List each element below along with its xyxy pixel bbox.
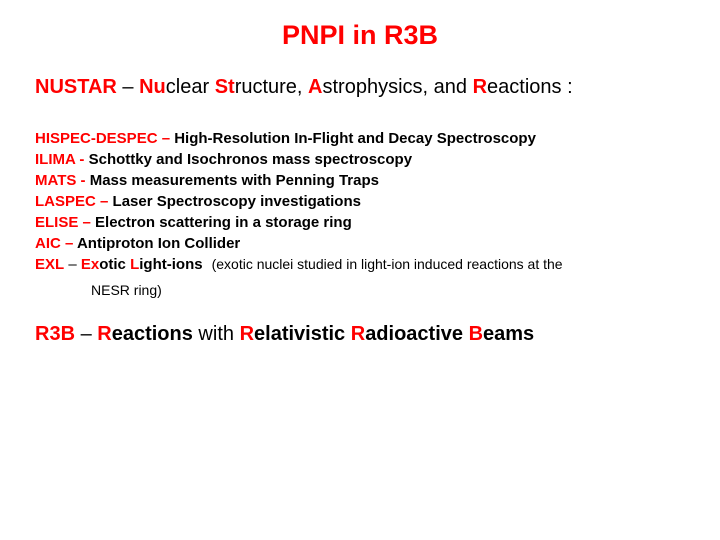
experiment-description: Schottky and Isochronos mass spectroscopy xyxy=(88,151,413,168)
nustar-initial-st: St xyxy=(214,76,235,98)
r3b-word-with: with xyxy=(192,323,240,345)
r3b-dash: – xyxy=(75,323,98,345)
experiment-item-hispec-despec xyxy=(35,128,563,149)
exl-acronym: EXL xyxy=(35,256,65,273)
experiment-description: Electron scattering in a storage ring xyxy=(95,214,352,231)
nustar-acronym: NUSTAR xyxy=(35,76,117,98)
r3b-initial-b-beams: B xyxy=(468,323,484,345)
experiment-name: MATS - xyxy=(35,172,90,189)
exl-initial-ex: Ex xyxy=(80,256,100,273)
exl-initial-l: L xyxy=(130,256,140,273)
nustar-word-astrophysics: strophysics, and xyxy=(322,76,473,98)
nustar-initial-r: R xyxy=(472,76,488,98)
experiment-name: LASPEC – xyxy=(35,193,113,210)
nustar-word-structure: ructure, xyxy=(234,76,309,98)
r3b-acronym: R3B xyxy=(35,323,76,345)
experiment-list xyxy=(35,128,563,275)
r3b-word-reactions: eactions xyxy=(111,323,193,345)
experiment-name: ILIMA - xyxy=(35,151,89,168)
exl-note-line-2: NESR ring) xyxy=(91,282,162,298)
r3b-initial-r-reactions: R xyxy=(97,323,112,345)
experiment-item-exl xyxy=(35,254,563,275)
experiment-description: Antiproton Ion Collider xyxy=(76,235,241,252)
experiment-item-ilima xyxy=(35,149,563,170)
experiment-description: High-Resolution In-Flight and Decay Spectroscopy xyxy=(174,130,536,147)
exl-word-light-ions: ight-ions xyxy=(139,256,203,273)
experiment-item-elise xyxy=(35,212,563,233)
r3b-word-radioactive: adioactive xyxy=(365,323,469,345)
experiment-name: ELISE – xyxy=(35,214,96,231)
experiment-name: HISPEC-DESPEC – xyxy=(35,130,175,147)
nustar-word-nuclear: clear xyxy=(165,76,215,98)
r3b-definition xyxy=(35,323,534,346)
r3b-initial-r-radioactive: R xyxy=(350,323,366,345)
r3b-initial-r-relativistic: R xyxy=(239,323,255,345)
nustar-word-reactions: eactions : xyxy=(487,76,573,98)
exl-note-line-1: (exotic nuclei studied in light-ion induced reactions at the xyxy=(211,256,563,272)
nustar-definition xyxy=(35,76,573,99)
experiment-item-mats xyxy=(35,170,563,191)
exl-word-exotic: otic xyxy=(99,256,131,273)
r3b-word-beams: eams xyxy=(483,323,535,345)
nustar-initial-a: A xyxy=(308,76,323,98)
experiment-name: AIC – xyxy=(35,235,77,252)
experiment-description: Laser Spectroscopy investigations xyxy=(112,193,361,210)
nustar-initial-nu: Nu xyxy=(139,76,166,98)
slide-title: PNPI in R3B xyxy=(281,20,439,50)
experiment-description: Mass measurements with Penning Traps xyxy=(89,172,379,189)
nustar-dash: – xyxy=(116,76,140,98)
experiment-item-aic xyxy=(35,233,563,254)
r3b-word-relativistic: elativistic xyxy=(254,323,351,345)
exl-dash: – xyxy=(64,256,81,273)
experiment-item-laspec xyxy=(35,191,563,212)
